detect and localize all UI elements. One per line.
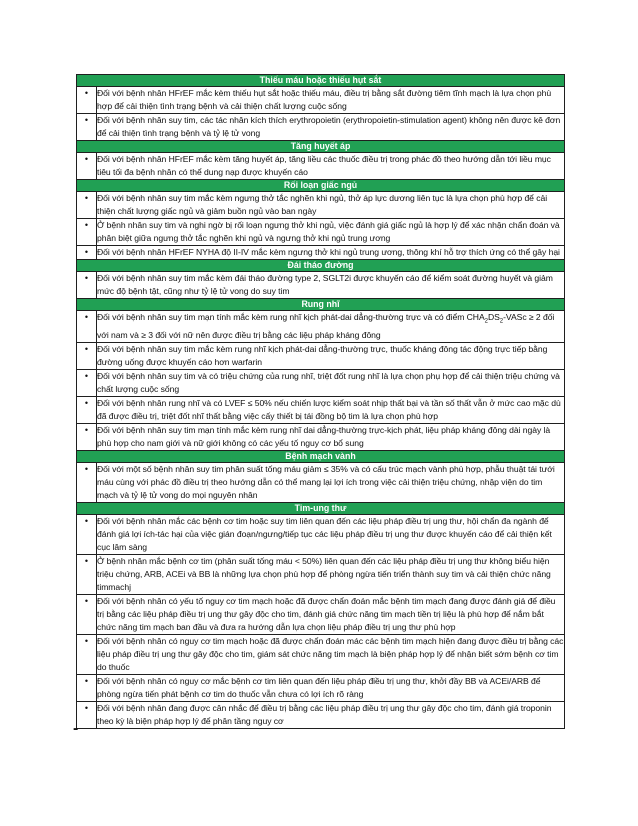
bullet-icon: • (77, 153, 97, 180)
recommendation-text: Đối với bệnh nhân có nguy cơ mắc bệnh cơ tim liên quan đến liệu pháp điều trị ung thư, khởi đầy BB và ACEi/ARB để phòng ngừa tiến phát bệnh cơ tim do thuốc vẫn chưa có lợi ích rõ ràng (97, 674, 565, 701)
bullet-icon: • (77, 192, 97, 219)
bullet-icon: • (77, 634, 97, 674)
recommendation-text: Đối với bệnh nhân HFrEF NYHA độ II-IV mắc kèm ngưng thở khi ngủ trung ương, thông khí hỗ trợ thích ứng có thể gây hại (97, 246, 565, 260)
bullet-icon: • (77, 342, 97, 369)
recommendation-text: Đối với bệnh nhân HFrEF mắc kèm thiếu hụt sắt hoặc thiếu máu, điều trị bằng sắt đường tiêm tĩnh mạch là lựa chọn phù hợp để cải thiện tình trạng bệnh và cải thiện chất lượng cuộc sống (97, 87, 565, 114)
bullet-icon: • (77, 396, 97, 423)
section-title: Bệnh mạch vành (77, 450, 565, 462)
bullet-icon: • (77, 462, 97, 502)
section-title: Tăng huyết áp (77, 141, 565, 153)
recommendation-row (77, 554, 565, 594)
section-title: Thiếu máu hoặc thiếu hụt sắt (77, 75, 565, 87)
bullet-icon: • (77, 246, 97, 260)
bullet-icon: • (77, 514, 97, 554)
bullet-icon: • (77, 701, 97, 728)
recommendation-row (77, 272, 565, 299)
trailing-dash: - (73, 720, 79, 737)
recommendation-text: Đối với bệnh nhân suy tim mắc kèm rung nhĩ kịch phát-dai dẳng-thường trực, thuốc kháng đông tác động trực tiếp bằng đường uống được khuyến cáo hơn warfarin (97, 342, 565, 369)
recommendation-text: Ở bệnh nhân mắc bệnh cơ tim (phân suất tống máu < 50%) liên quan đến các liệu pháp điều trị ung thư không biểu hiện triệu chứng, ARB, ACEi và BB là những lựa chọn phù hợp để phòng ngừa tiến triển thành suy tim và cải thiện chức năng timmachj (97, 554, 565, 594)
recommendations-table-body (77, 75, 565, 729)
recommendation-text: Ở bệnh nhân suy tim và nghi ngờ bị rối loạn ngưng thở khi ngủ, việc đánh giá giấc ngủ là hợp lý để xác nhận chẩn đoán và phân biệt giữa ngưng thở tắc nghẽn khi ngủ và ngưng thở khi ngủ trung ương (97, 219, 565, 246)
section-header-row (77, 450, 565, 462)
recommendation-row (77, 396, 565, 423)
recommendation-row (77, 153, 565, 180)
section-header-row (77, 502, 565, 514)
bullet-icon: • (77, 674, 97, 701)
recommendation-text: Đối với bệnh nhân mắc các bệnh cơ tim hoặc suy tim liên quan đến các liệu pháp điều trị ung thư, hội chẩn đa ngành để đánh giá lợi ích-tác hại của việc gián đoạn/ngưng/tiếp tục các liệu pháp điều trị ung thư được khuyến cáo để cải thiện kết cục lâm sàng (97, 514, 565, 554)
recommendation-text: Đối với bệnh nhân có yếu tố nguy cơ tim mạch hoặc đã được chẩn đoán mắc bệnh tim mạch đang được đánh giá để điều trị bằng các liệu pháp điều trị ung thư gây độc cho tim, đánh giá chức năng tim mạch tiền trị liệu là phù hợp để nắm bắt chức năng tim mạch ban đầu và đưa ra hướng dẫn lựa chọn liệu pháp điều trị ung thư phù hợp (97, 594, 565, 634)
recommendations-table (76, 74, 565, 729)
section-header-row (77, 299, 565, 311)
bullet-icon: • (77, 594, 97, 634)
recommendation-row (77, 219, 565, 246)
recommendation-text: Đối với một số bệnh nhân suy tim phân suất tống máu giảm ≤ 35% và có cấu trúc mạch vành phù hợp, phẫu thuật tái tưới máu cùng với phác đồ điều trị theo hướng dẫn có thể mang lại lợi ích trong việc cải thiện triệu chứng, nhập viện do tim mạch và tỷ lệ tử vong do mọi nguyên nhân (97, 462, 565, 502)
recommendation-row (77, 634, 565, 674)
recommendation-text: Đối với bệnh nhân đang được cân nhắc để điều trị bằng các liệu pháp điều trị ung thư gây độc cho tim, đánh giá troponin theo kỳ là biện pháp hợp lý để phân tầng nguy cơ (97, 701, 565, 728)
bullet-icon: • (77, 311, 97, 343)
recommendation-row (77, 192, 565, 219)
recommendation-text: Đối với bệnh nhân suy tim và có triệu chứng của rung nhĩ, triệt đốt rung nhĩ là lựa chọn phụ hợp để cải thiện triệu chứng và chất lượng cuộc sống (97, 369, 565, 396)
recommendation-row (77, 462, 565, 502)
cha2ds2-vasc-term: $CHA_2DS_2$-VASc (466, 312, 527, 325)
recommendation-row (77, 423, 565, 450)
section-header-row (77, 141, 565, 153)
recommendation-text: Đối với bệnh nhân suy tim mắc kèm ngưng thở tắc nghẽn khi ngủ, thở áp lực dương liên tục là lựa chọn phù hợp để cải thiện chất lượng giấc ngủ và giảm buồn ngủ vào ban ngày (97, 192, 565, 219)
recommendation-row (77, 87, 565, 114)
bullet-icon: • (77, 369, 97, 396)
recommendation-row (77, 114, 565, 141)
recommendation-row (77, 674, 565, 701)
section-header-row (77, 75, 565, 87)
recommendation-row (77, 514, 565, 554)
section-header-row (77, 260, 565, 272)
recommendation-row (77, 342, 565, 369)
recommendation-text: Đối với bệnh nhân suy tim mạn tính mắc kèm rung nhĩ dai dẳng-thường trực-kịch phát, liệu pháp kháng đông dài ngày là phù hợp cho nam giới và nữ giới không có các yếu tố nguy cơ bổ sung (97, 423, 565, 450)
section-header-row (77, 180, 565, 192)
recommendation-row (77, 594, 565, 634)
recommendation-row (77, 369, 565, 396)
bullet-icon: • (77, 87, 97, 114)
recommendations-document (76, 74, 564, 729)
section-title: Đái tháo đường (77, 260, 565, 272)
recommendation-text: Đối với bệnh nhân suy tim mắc kèm đái tháo đường type 2, SGLT2i được khuyến cáo để kiểm soát đường huyết và giảm mức độ bệnh tật, cũng như tỷ lệ tử vong do suy tim (97, 272, 565, 299)
recommendation-row (77, 701, 565, 728)
recommendation-text: Đối với bệnh nhân HFrEF mắc kèm tăng huyết áp, tăng liều các thuốc điều trị trong phác đồ theo hướng dẫn tới liều mục tiêu tối đa bệnh nhân có thể dung nạp được khuyến cáo (97, 153, 565, 180)
recommendation-text: Đối với bệnh nhân suy tim mạn tính mắc kèm rung nhĩ kịch phát-dai dẳng-thường trực và có điểm $CHA_2DS_2$-VASc ≥ 2 đối với nam và ≥ 3 đối với nữ nên được điều trị bằng các liệu pháp kháng đông (97, 311, 565, 343)
recommendation-row (77, 311, 565, 343)
bullet-icon: • (77, 219, 97, 246)
section-title: Tim-ung thư (77, 502, 565, 514)
section-title: Rối loạn giấc ngủ (77, 180, 565, 192)
bullet-icon: • (77, 423, 97, 450)
bullet-icon: • (77, 114, 97, 141)
recommendation-text: Đối với bệnh nhân suy tim, các tác nhân kích thích erythropoietin (erythropoietin-stimulation agent) không nên được kê đơn để cải thiện tình trạng bệnh và tỷ lệ tử vong (97, 114, 565, 141)
section-title: Rung nhĩ (77, 299, 565, 311)
recommendation-row (77, 246, 565, 260)
recommendation-text: Đối với bệnh nhân có nguy cơ tim mạch hoặc đã được chẩn đoán mác các bệnh tim mạch hiện đang được điều trị bằng các liệu pháp điều trị ung thư gây độc cho tim, giám sát chức năng tim mạch là biện pháp hợp lý để nhận biết sớm bệnh cơ tim do thuốc (97, 634, 565, 674)
recommendation-text: Đối với bệnh nhân rung nhĩ và có LVEF ≤ 50% nếu chiến lược kiểm soát nhịp thất bại và tần số thất vẫn ở mức cao mặc dù đã được điều trị, triệt đốt nhĩ thất bằng việc cấy thiết bị tái đồng bộ tim là lựa chọn phù hợp (97, 396, 565, 423)
bullet-icon: • (77, 272, 97, 299)
bullet-icon: • (77, 554, 97, 594)
